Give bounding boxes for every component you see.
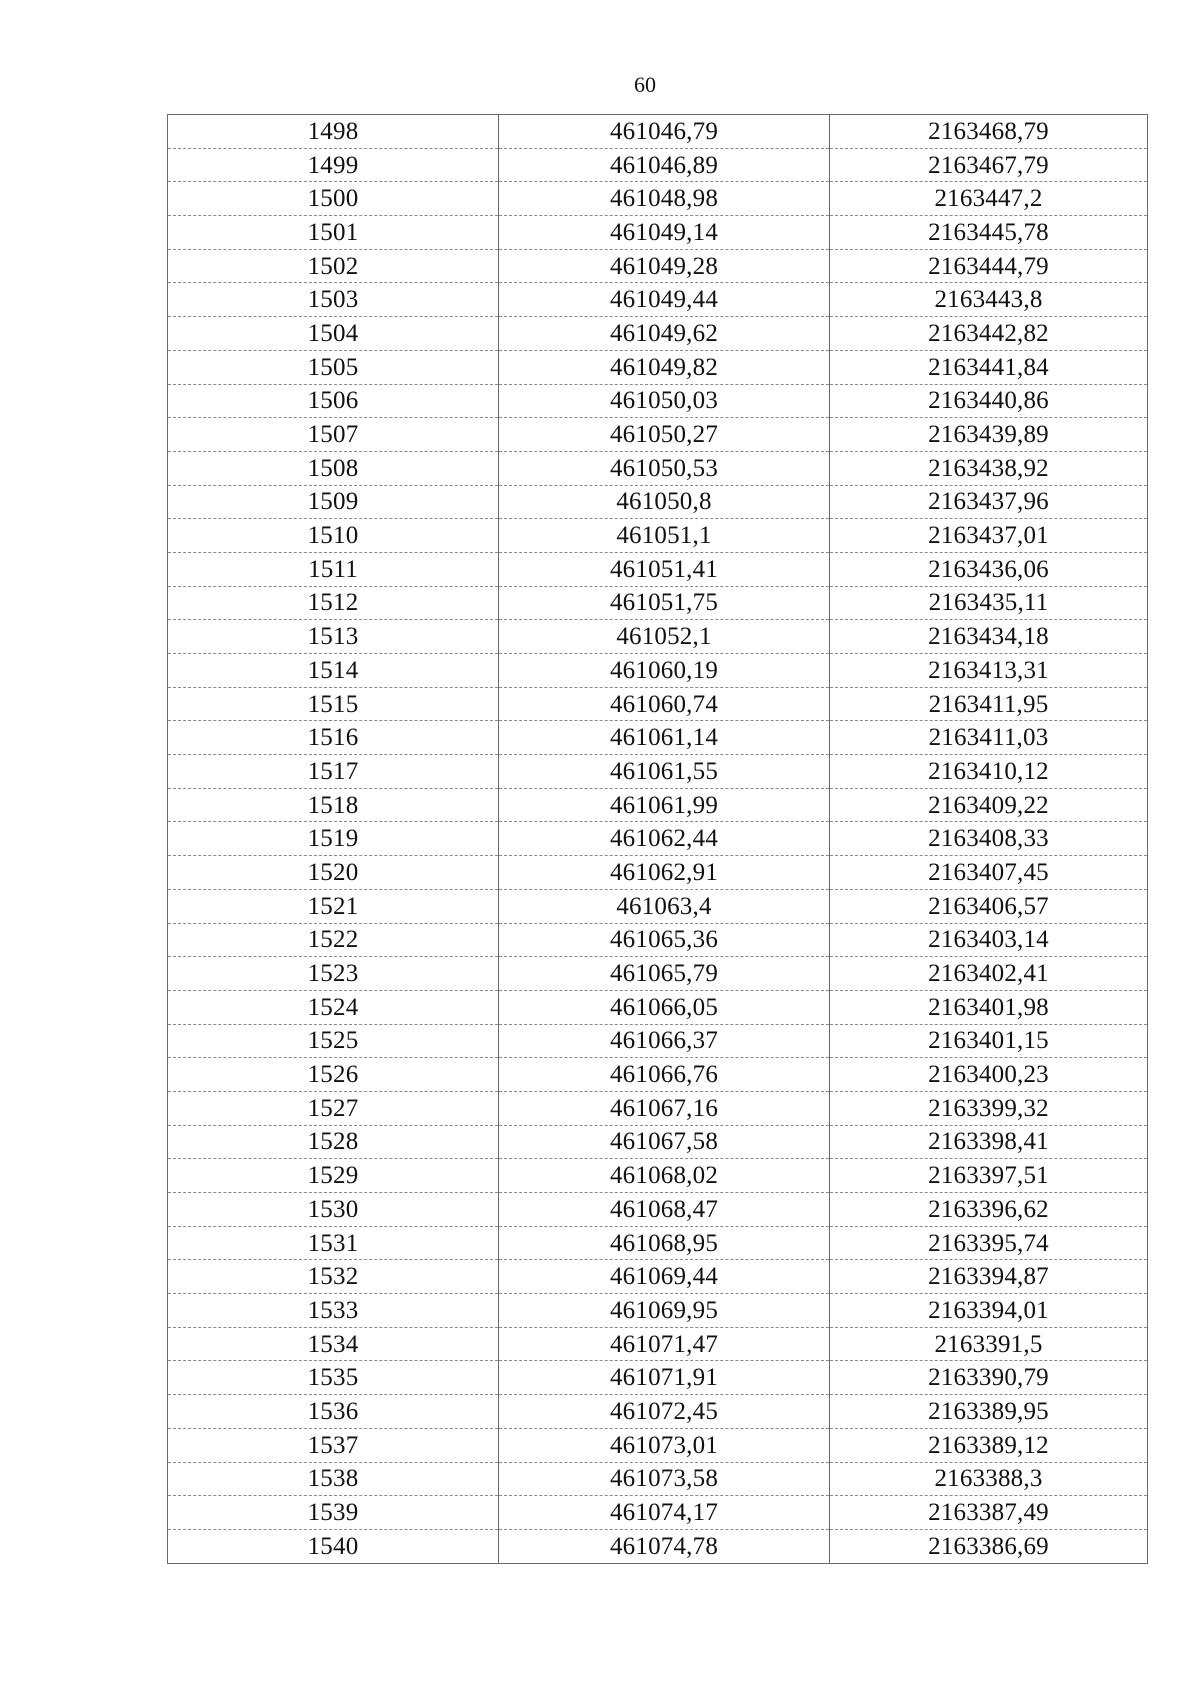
table-row bbox=[168, 1462, 1148, 1496]
table-row bbox=[168, 1361, 1148, 1395]
table-row bbox=[168, 1024, 1148, 1058]
y-coordinate-cell: 2163443,8 bbox=[830, 283, 1148, 317]
table-row bbox=[168, 552, 1148, 586]
x-coordinate-cell: 461051,1 bbox=[499, 519, 830, 553]
point-number-cell: 1499 bbox=[168, 148, 499, 182]
point-number-cell: 1537 bbox=[168, 1428, 499, 1462]
table-row bbox=[168, 1395, 1148, 1429]
x-coordinate-cell: 461050,03 bbox=[499, 384, 830, 418]
point-number-cell: 1521 bbox=[168, 889, 499, 923]
x-coordinate-cell: 461051,75 bbox=[499, 586, 830, 620]
point-number-cell: 1515 bbox=[168, 687, 499, 721]
point-number-cell: 1532 bbox=[168, 1260, 499, 1294]
point-number-cell: 1536 bbox=[168, 1395, 499, 1429]
table-row bbox=[168, 990, 1148, 1024]
point-number-cell: 1509 bbox=[168, 485, 499, 519]
y-coordinate-cell: 2163396,62 bbox=[830, 1193, 1148, 1227]
point-number-cell: 1523 bbox=[168, 957, 499, 991]
x-coordinate-cell: 461049,82 bbox=[499, 350, 830, 384]
y-coordinate-cell: 2163395,74 bbox=[830, 1226, 1148, 1260]
x-coordinate-cell: 461071,91 bbox=[499, 1361, 830, 1395]
x-coordinate-cell: 461068,02 bbox=[499, 1159, 830, 1193]
y-coordinate-cell: 2163387,49 bbox=[830, 1496, 1148, 1530]
y-coordinate-cell: 2163437,96 bbox=[830, 485, 1148, 519]
y-coordinate-cell: 2163409,22 bbox=[830, 788, 1148, 822]
table-row bbox=[168, 721, 1148, 755]
y-coordinate-cell: 2163391,5 bbox=[830, 1327, 1148, 1361]
point-number-cell: 1534 bbox=[168, 1327, 499, 1361]
point-number-cell: 1512 bbox=[168, 586, 499, 620]
point-number-cell: 1528 bbox=[168, 1125, 499, 1159]
table-row bbox=[168, 384, 1148, 418]
y-coordinate-cell: 2163397,51 bbox=[830, 1159, 1148, 1193]
point-number-cell: 1505 bbox=[168, 350, 499, 384]
y-coordinate-cell: 2163438,92 bbox=[830, 451, 1148, 485]
y-coordinate-cell: 2163467,79 bbox=[830, 148, 1148, 182]
table-row bbox=[168, 148, 1148, 182]
point-number-cell: 1533 bbox=[168, 1294, 499, 1328]
y-coordinate-cell: 2163436,06 bbox=[830, 552, 1148, 586]
table-row bbox=[168, 1193, 1148, 1227]
y-coordinate-cell: 2163401,15 bbox=[830, 1024, 1148, 1058]
point-number-cell: 1529 bbox=[168, 1159, 499, 1193]
table-row bbox=[168, 182, 1148, 216]
table-row bbox=[168, 485, 1148, 519]
point-number-cell: 1511 bbox=[168, 552, 499, 586]
x-coordinate-cell: 461051,41 bbox=[499, 552, 830, 586]
table-row bbox=[168, 1260, 1148, 1294]
point-number-cell: 1539 bbox=[168, 1496, 499, 1530]
point-number-cell: 1518 bbox=[168, 788, 499, 822]
point-number-cell: 1540 bbox=[168, 1529, 499, 1563]
table-row bbox=[168, 115, 1148, 149]
x-coordinate-cell: 461074,78 bbox=[499, 1529, 830, 1563]
table-row bbox=[168, 620, 1148, 654]
point-number-cell: 1519 bbox=[168, 822, 499, 856]
point-number-cell: 1526 bbox=[168, 1058, 499, 1092]
y-coordinate-cell: 2163435,11 bbox=[830, 586, 1148, 620]
x-coordinate-cell: 461065,36 bbox=[499, 923, 830, 957]
y-coordinate-cell: 2163408,33 bbox=[830, 822, 1148, 856]
x-coordinate-cell: 461046,89 bbox=[499, 148, 830, 182]
table-row bbox=[168, 1159, 1148, 1193]
table-row bbox=[168, 350, 1148, 384]
point-number-cell: 1504 bbox=[168, 317, 499, 351]
x-coordinate-cell: 461073,01 bbox=[499, 1428, 830, 1462]
x-coordinate-cell: 461060,19 bbox=[499, 654, 830, 688]
y-coordinate-cell: 2163399,32 bbox=[830, 1091, 1148, 1125]
x-coordinate-cell: 461050,53 bbox=[499, 451, 830, 485]
y-coordinate-cell: 2163410,12 bbox=[830, 755, 1148, 789]
y-coordinate-cell: 2163390,79 bbox=[830, 1361, 1148, 1395]
y-coordinate-cell: 2163407,45 bbox=[830, 856, 1148, 890]
point-number-cell: 1510 bbox=[168, 519, 499, 553]
y-coordinate-cell: 2163400,23 bbox=[830, 1058, 1148, 1092]
x-coordinate-cell: 461063,4 bbox=[499, 889, 830, 923]
y-coordinate-cell: 2163394,01 bbox=[830, 1294, 1148, 1328]
y-coordinate-cell: 2163389,12 bbox=[830, 1428, 1148, 1462]
x-coordinate-cell: 461046,79 bbox=[499, 115, 830, 149]
point-number-cell: 1520 bbox=[168, 856, 499, 890]
table-row bbox=[168, 451, 1148, 485]
x-coordinate-cell: 461049,14 bbox=[499, 216, 830, 250]
table-row bbox=[168, 1428, 1148, 1462]
y-coordinate-cell: 2163437,01 bbox=[830, 519, 1148, 553]
table-row bbox=[168, 856, 1148, 890]
table-row bbox=[168, 317, 1148, 351]
y-coordinate-cell: 2163402,41 bbox=[830, 957, 1148, 991]
y-coordinate-cell: 2163434,18 bbox=[830, 620, 1148, 654]
x-coordinate-cell: 461067,58 bbox=[499, 1125, 830, 1159]
y-coordinate-cell: 2163413,31 bbox=[830, 654, 1148, 688]
x-coordinate-cell: 461050,8 bbox=[499, 485, 830, 519]
y-coordinate-cell: 2163439,89 bbox=[830, 418, 1148, 452]
x-coordinate-cell: 461068,95 bbox=[499, 1226, 830, 1260]
x-coordinate-cell: 461062,44 bbox=[499, 822, 830, 856]
point-number-cell: 1535 bbox=[168, 1361, 499, 1395]
point-number-cell: 1517 bbox=[168, 755, 499, 789]
point-number-cell: 1507 bbox=[168, 418, 499, 452]
table-row bbox=[168, 1226, 1148, 1260]
x-coordinate-cell: 461066,05 bbox=[499, 990, 830, 1024]
x-coordinate-cell: 461072,45 bbox=[499, 1395, 830, 1429]
x-coordinate-cell: 461061,55 bbox=[499, 755, 830, 789]
y-coordinate-cell: 2163388,3 bbox=[830, 1462, 1148, 1496]
table-row bbox=[168, 1091, 1148, 1125]
point-number-cell: 1513 bbox=[168, 620, 499, 654]
x-coordinate-cell: 461062,91 bbox=[499, 856, 830, 890]
x-coordinate-cell: 461074,17 bbox=[499, 1496, 830, 1530]
point-number-cell: 1498 bbox=[168, 115, 499, 149]
point-number-cell: 1514 bbox=[168, 654, 499, 688]
x-coordinate-cell: 461065,79 bbox=[499, 957, 830, 991]
y-coordinate-cell: 2163386,69 bbox=[830, 1529, 1148, 1563]
point-number-cell: 1500 bbox=[168, 182, 499, 216]
x-coordinate-cell: 461073,58 bbox=[499, 1462, 830, 1496]
table-row bbox=[168, 755, 1148, 789]
table-row bbox=[168, 1125, 1148, 1159]
point-number-cell: 1538 bbox=[168, 1462, 499, 1496]
point-number-cell: 1508 bbox=[168, 451, 499, 485]
table-row bbox=[168, 957, 1148, 991]
x-coordinate-cell: 461052,1 bbox=[499, 620, 830, 654]
x-coordinate-cell: 461049,62 bbox=[499, 317, 830, 351]
point-number-cell: 1527 bbox=[168, 1091, 499, 1125]
x-coordinate-cell: 461067,16 bbox=[499, 1091, 830, 1125]
point-number-cell: 1522 bbox=[168, 923, 499, 957]
x-coordinate-cell: 461068,47 bbox=[499, 1193, 830, 1227]
y-coordinate-cell: 2163401,98 bbox=[830, 990, 1148, 1024]
x-coordinate-cell: 461071,47 bbox=[499, 1327, 830, 1361]
y-coordinate-cell: 2163445,78 bbox=[830, 216, 1148, 250]
y-coordinate-cell: 2163411,03 bbox=[830, 721, 1148, 755]
table-row bbox=[168, 216, 1148, 250]
y-coordinate-cell: 2163389,95 bbox=[830, 1395, 1148, 1429]
point-number-cell: 1531 bbox=[168, 1226, 499, 1260]
table-row bbox=[168, 1058, 1148, 1092]
point-number-cell: 1501 bbox=[168, 216, 499, 250]
x-coordinate-cell: 461048,98 bbox=[499, 182, 830, 216]
y-coordinate-cell: 2163411,95 bbox=[830, 687, 1148, 721]
table-row bbox=[168, 283, 1148, 317]
table-row bbox=[168, 889, 1148, 923]
y-coordinate-cell: 2163406,57 bbox=[830, 889, 1148, 923]
point-number-cell: 1530 bbox=[168, 1193, 499, 1227]
table-row bbox=[168, 418, 1148, 452]
page-number: 60 bbox=[634, 72, 656, 97]
table-row bbox=[168, 249, 1148, 283]
table-row bbox=[168, 654, 1148, 688]
x-coordinate-cell: 461069,44 bbox=[499, 1260, 830, 1294]
table-row bbox=[168, 1327, 1148, 1361]
table-row bbox=[168, 923, 1148, 957]
table-row bbox=[168, 687, 1148, 721]
y-coordinate-cell: 2163444,79 bbox=[830, 249, 1148, 283]
point-number-cell: 1503 bbox=[168, 283, 499, 317]
y-coordinate-cell: 2163403,14 bbox=[830, 923, 1148, 957]
x-coordinate-cell: 461060,74 bbox=[499, 687, 830, 721]
x-coordinate-cell: 461061,99 bbox=[499, 788, 830, 822]
y-coordinate-cell: 2163441,84 bbox=[830, 350, 1148, 384]
x-coordinate-cell: 461049,28 bbox=[499, 249, 830, 283]
y-coordinate-cell: 2163394,87 bbox=[830, 1260, 1148, 1294]
x-coordinate-cell: 461069,95 bbox=[499, 1294, 830, 1328]
x-coordinate-cell: 461049,44 bbox=[499, 283, 830, 317]
y-coordinate-cell: 2163398,41 bbox=[830, 1125, 1148, 1159]
y-coordinate-cell: 2163442,82 bbox=[830, 317, 1148, 351]
x-coordinate-cell: 461061,14 bbox=[499, 721, 830, 755]
coordinates-table bbox=[167, 114, 1148, 1564]
table-row bbox=[168, 519, 1148, 553]
table-row bbox=[168, 1529, 1148, 1563]
table-row bbox=[168, 586, 1148, 620]
y-coordinate-cell: 2163440,86 bbox=[830, 384, 1148, 418]
table-row bbox=[168, 1294, 1148, 1328]
table-row bbox=[168, 1496, 1148, 1530]
coordinates-table-body bbox=[168, 115, 1148, 1564]
point-number-cell: 1502 bbox=[168, 249, 499, 283]
point-number-cell: 1525 bbox=[168, 1024, 499, 1058]
table-row bbox=[168, 788, 1148, 822]
y-coordinate-cell: 2163447,2 bbox=[830, 182, 1148, 216]
point-number-cell: 1524 bbox=[168, 990, 499, 1024]
x-coordinate-cell: 461066,76 bbox=[499, 1058, 830, 1092]
table-row bbox=[168, 822, 1148, 856]
y-coordinate-cell: 2163468,79 bbox=[830, 115, 1148, 149]
point-number-cell: 1516 bbox=[168, 721, 499, 755]
point-number-cell: 1506 bbox=[168, 384, 499, 418]
x-coordinate-cell: 461050,27 bbox=[499, 418, 830, 452]
x-coordinate-cell: 461066,37 bbox=[499, 1024, 830, 1058]
